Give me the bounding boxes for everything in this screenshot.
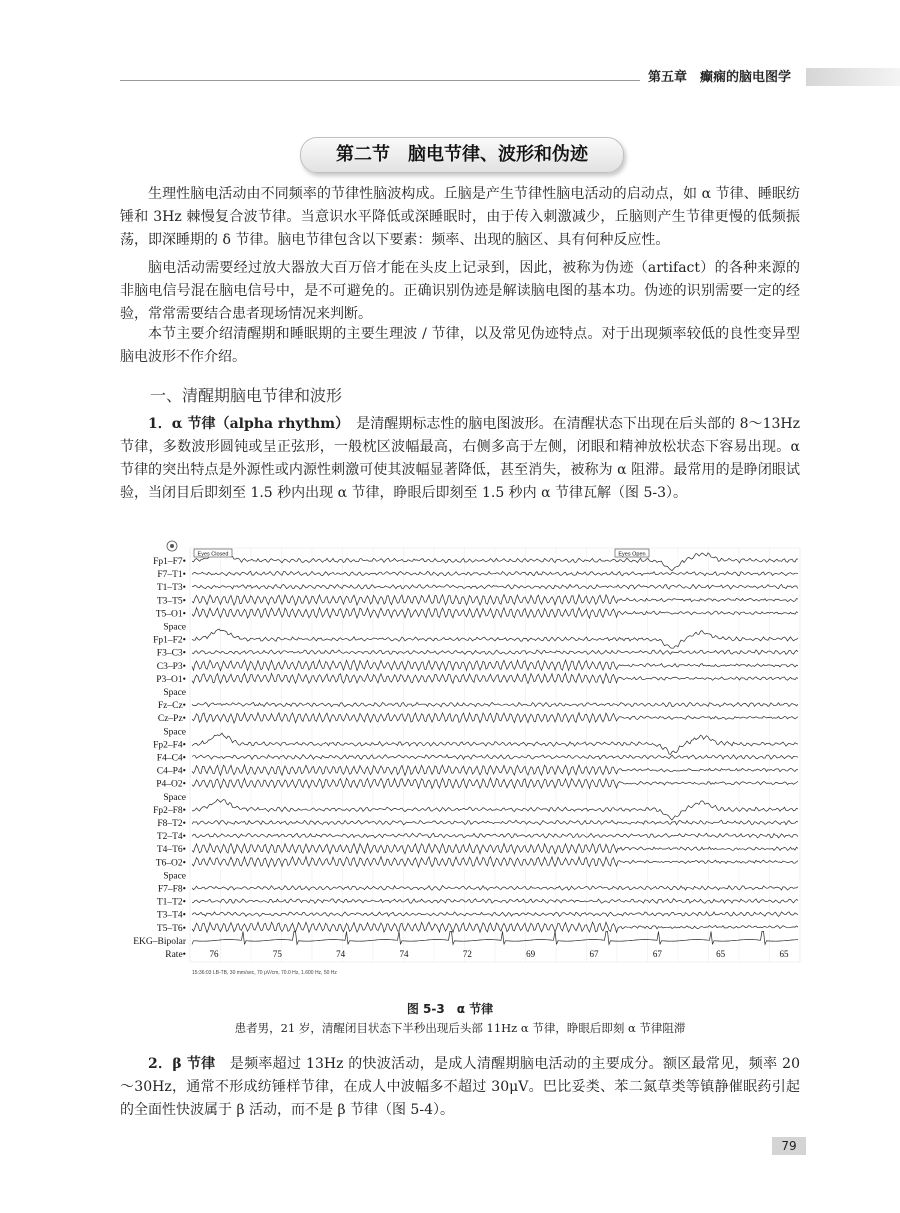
header-rule (120, 80, 640, 81)
channel-label: P4–O2• (156, 779, 186, 790)
channel-label: T5–O1• (155, 609, 186, 620)
channel-label: Cz–Pz• (157, 714, 186, 725)
channel-label: Fp2–F4• (153, 740, 186, 751)
page-number: 79 (772, 1137, 806, 1155)
beta-paragraph (120, 1053, 800, 1122)
record-icon-dot (170, 544, 174, 548)
channel-label: Fp2–F8• (153, 805, 186, 816)
channel-label: Space (163, 792, 186, 803)
subsection-title: 一、清醒期脑电节律和波形 (150, 386, 343, 405)
section-title: 第二节 脑电节律、波形和伪迹 (300, 137, 624, 173)
channel-label: Fp1–F2• (153, 635, 186, 646)
channel-label: T1–T3• (156, 583, 186, 594)
channel-label: F3–C3• (156, 648, 186, 659)
channel-label: F7–T1• (157, 570, 186, 581)
channel-label: Space (163, 727, 186, 738)
heart-rate-value: 76 (209, 948, 219, 959)
channel-label: T1–T2• (156, 897, 186, 908)
channel-label: F7–F8• (157, 884, 186, 895)
channel-label: C3–P3• (156, 661, 186, 672)
channel-label: Fp1–F7• (153, 557, 186, 568)
figure-caption: 图 5-3 α 节律 (406, 1002, 494, 1016)
eyes-closed-marker: Eyes Closed (197, 551, 229, 558)
channel-label: F8–T2• (157, 818, 186, 829)
channel-label: EKG–Bipolar (133, 936, 186, 947)
channel-label: T3–T4• (156, 910, 186, 921)
alpha-paragraph (120, 413, 800, 505)
channel-label: Rate• (165, 949, 186, 960)
alpha-heading: 1．α 节律（alpha rhythm） (148, 416, 343, 432)
eeg-figure (130, 540, 810, 980)
figure-note: 患者男，21 岁，清醒闭目状态下半秒出现后头部 11Hz α 节律，睁眼后即刻 α 节律阻滞 (234, 1021, 686, 1035)
running-header: 第五章 癫痫的脑电图学 (648, 70, 792, 85)
channel-label: T6–O2• (155, 858, 186, 869)
heart-rate-value: 74 (399, 948, 409, 959)
heart-rate-value: 69 (526, 948, 536, 959)
channel-label: Fz–Cz• (157, 701, 186, 712)
recording-settings: 15:36:03 LB-TB, 30 mm/sec, 70 μV/cm, 70.0 Hz, 1.600 Hz, 50 Hz (192, 970, 337, 976)
channel-label: T3–T5• (156, 596, 186, 607)
beta-text: 是频率超过 13Hz 的快波活动，是成人清醒期脑电活动的主要成分。额区最常见，频率 20～30Hz，通常不形成纺锤样节律，在成人中波幅多不超过 30μV。巴比妥类、苯二氮草类等镇静催眠药引起的全面性快波属于 β 活动，而不是 β 节律（图 5-4）。 (120, 1056, 800, 1118)
heart-rate-value: 67 (589, 948, 599, 959)
channel-label: Space (163, 622, 186, 633)
eyes-open-marker: Eyes Open (618, 551, 646, 558)
paragraph-3: 本节主要介绍清醒期和睡眠期的主要生理波 / 节律，以及常见伪迹特点。对于出现频率较低的良性变异型脑电波形不作介绍。 (120, 326, 800, 365)
heart-rate-value: 72 (462, 948, 472, 959)
channel-label: P3–O1• (156, 674, 186, 685)
channel-label: T2–T4• (156, 832, 186, 843)
beta-heading: 2．β 节律 (148, 1056, 216, 1072)
heart-rate-value: 65 (779, 948, 789, 959)
channel-label: T5–T6• (156, 923, 186, 934)
channel-label: C4–P4• (156, 766, 186, 777)
header-tab (806, 68, 900, 86)
channel-label: Space (163, 688, 186, 699)
heart-rate-value: 67 (652, 948, 662, 959)
heart-rate-value: 65 (716, 948, 726, 959)
paragraph-1: 生理性脑电活动由不同频率的节律性脑波构成。丘脑是产生节律性脑电活动的启动点，如 α 节律、睡眠纺锤和 3Hz 棘慢复合波节律。当意识水平降低或深睡眠时，由于传入刺激减少，丘脑则产生节律更慢的低频振荡，即深睡期的 δ 节律。脑电节律包含以下要素：频率、出现的脑区、具有何种反应性。 (120, 186, 800, 248)
heart-rate-value: 75 (272, 948, 282, 959)
channel-label: F4–C4• (156, 753, 186, 764)
alpha-text: 是清醒期标志性的脑电图波形。在清醒状态下出现在后头部的 8～13Hz 节律，多数波形圆钝或呈正弦形，一般枕区波幅最高，右侧多高于左侧，闭眼和精神放松状态下容易出现。α 节律的突出特点是外源性或内源性刺激可使其波幅显著降低，甚至消失，被称为 α 阻滞。最常用的是睁闭眼试验，当闭目后即刻至 1.5 秒内出现 α 节律，睁眼后即刻至 1.5 秒内 α 节律瓦解（图 5-3）。 (120, 416, 800, 501)
paragraph-2: 脑电活动需要经过放大器放大百万倍才能在头皮上记录到，因此，被称为伪迹（artifact）的各种来源的非脑电信号混在脑电信号中，是不可避免的。正确识别伪迹是解读脑电图的基本功。伪迹的识别需要一定的经验，常常需要结合患者现场情况来判断。 (120, 260, 800, 322)
heart-rate-value: 74 (336, 948, 346, 959)
channel-label: Space (163, 871, 186, 882)
channel-label: T4–T6• (156, 845, 186, 856)
eeg-tracing (130, 540, 810, 980)
